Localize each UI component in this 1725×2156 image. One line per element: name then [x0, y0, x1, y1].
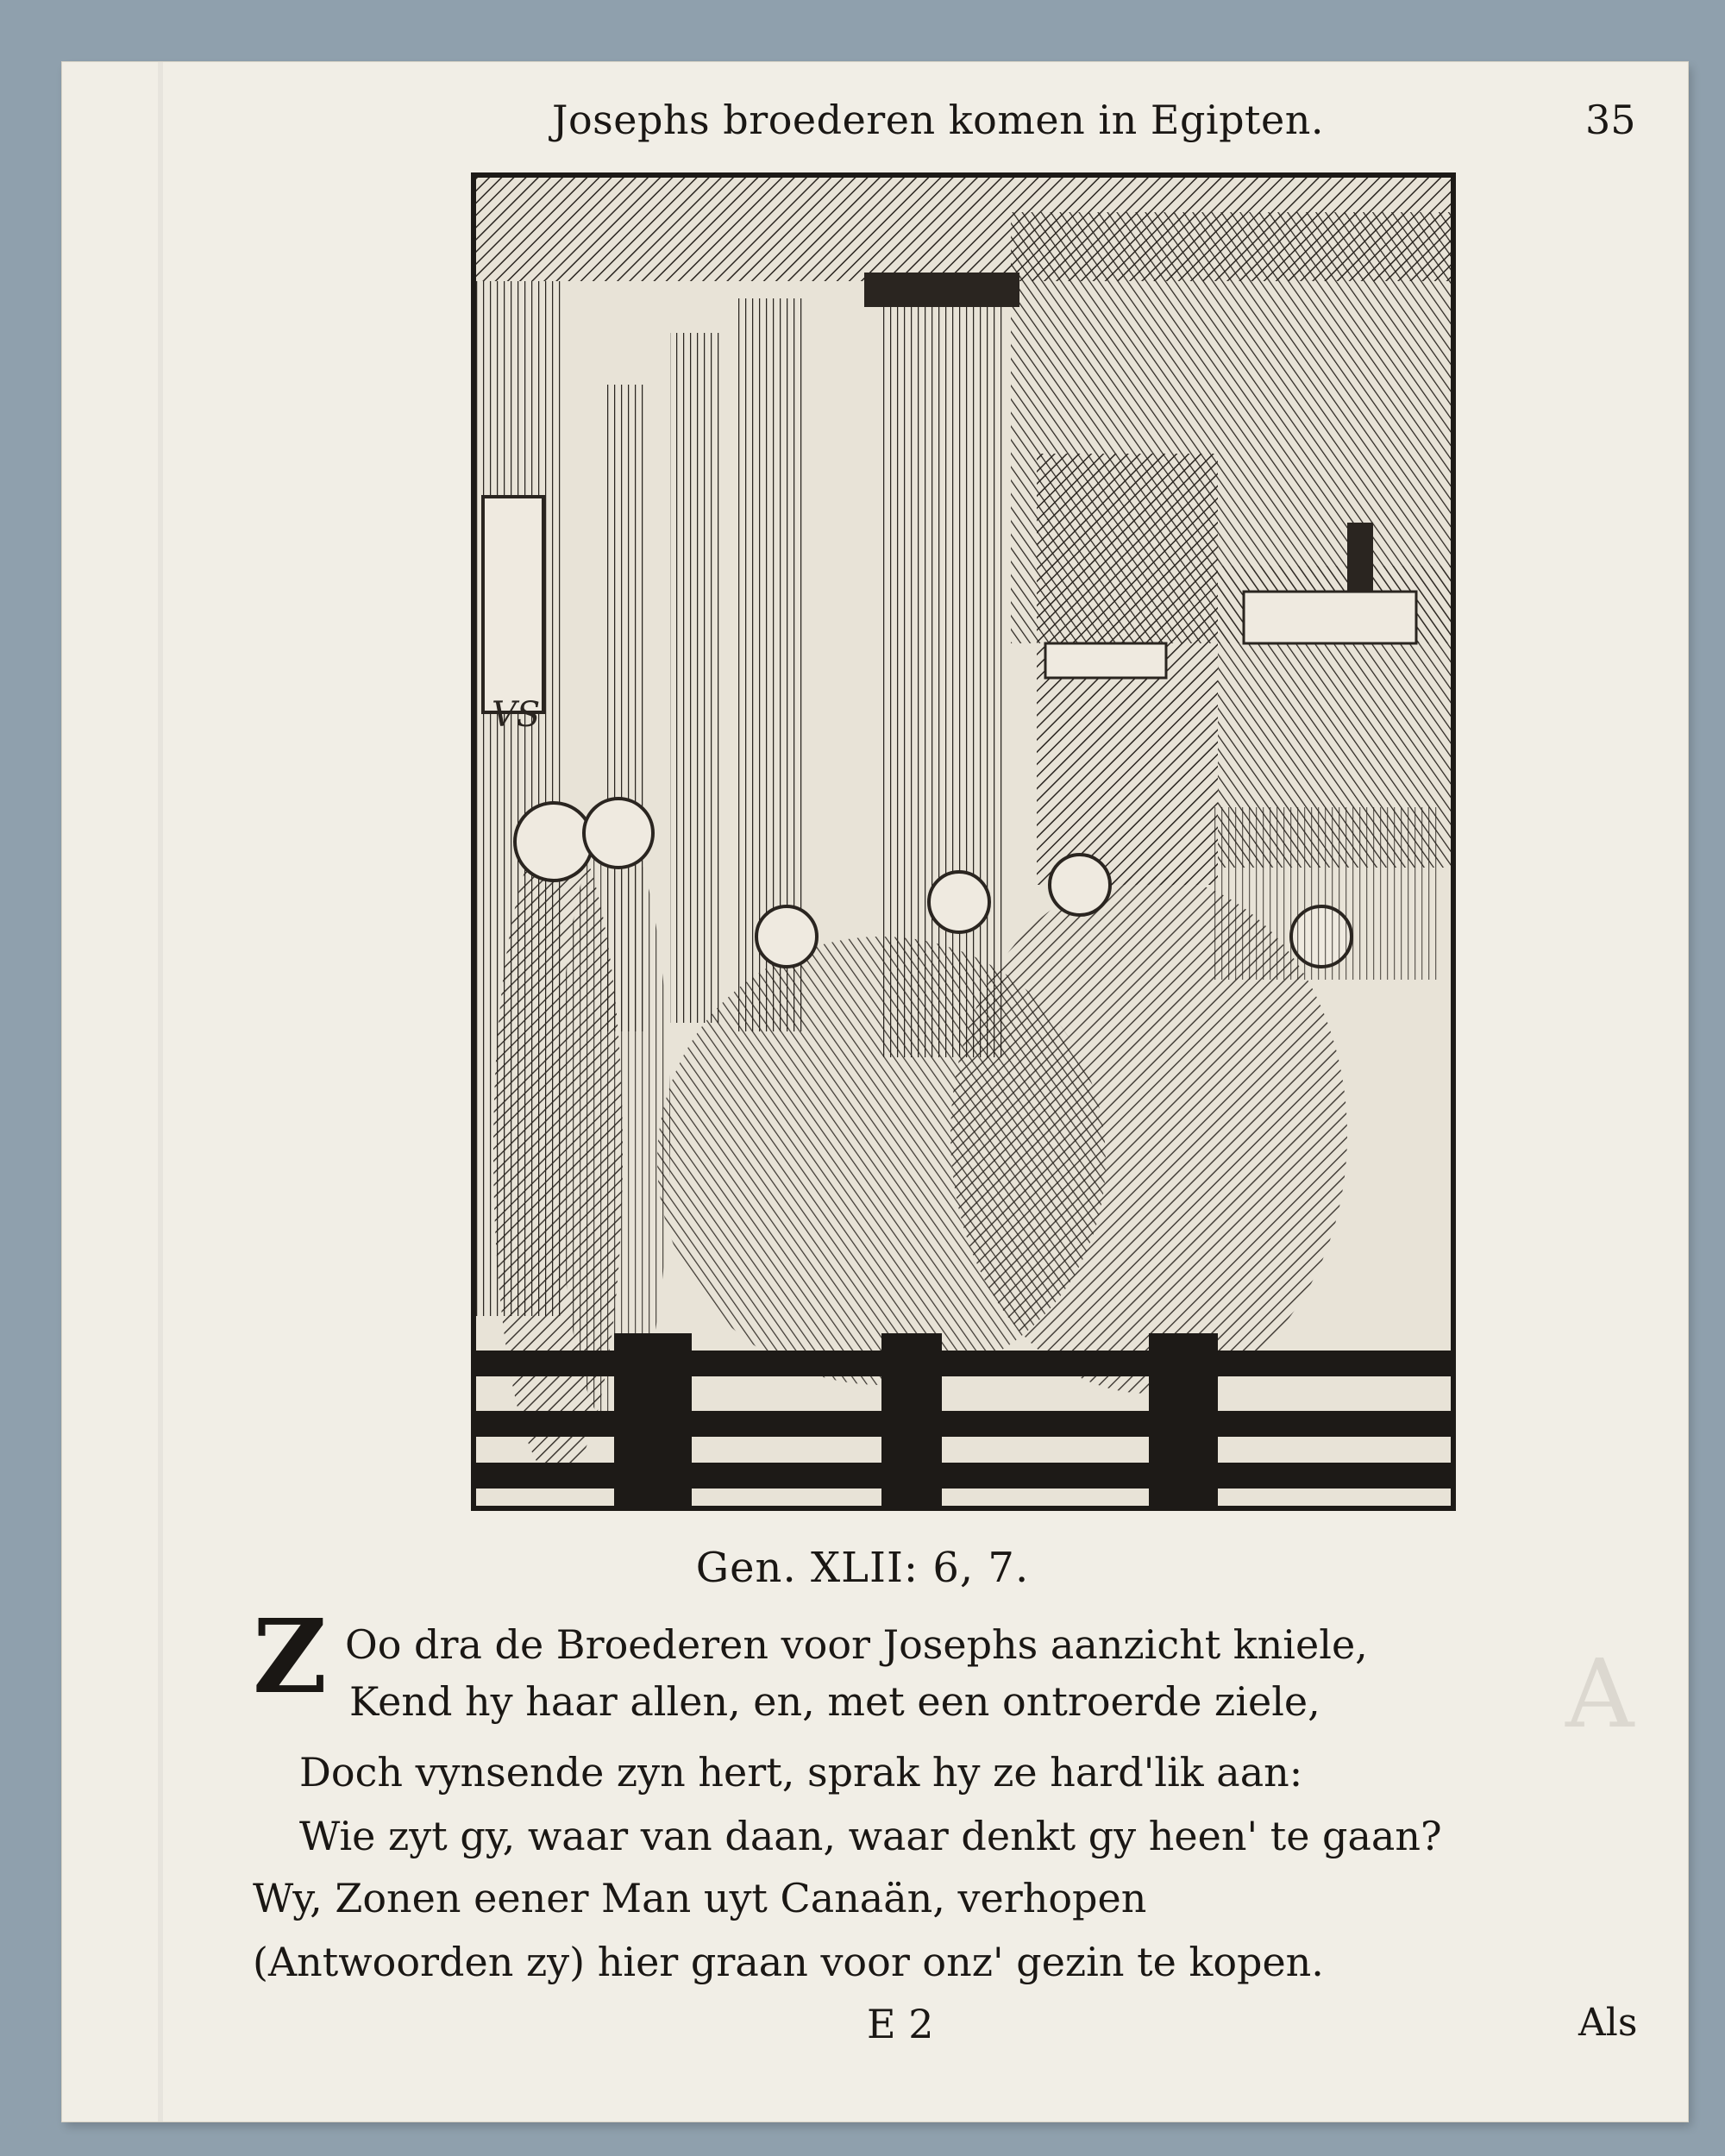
- catchword: Als: [1578, 2001, 1638, 2045]
- poem-line-2: Kend hy haar allen, en, met een ontroerde ziele,: [349, 1678, 1320, 1725]
- show-through-mark: A: [1565, 1639, 1634, 1749]
- woodcut-illustration: [471, 172, 1456, 1511]
- poem-line-3: Doch vynsende zyn hert, sprak hy ze hard'lik aan:: [299, 1749, 1303, 1796]
- page-edge-shadow: [158, 62, 163, 2122]
- artist-monogram: VS: [492, 695, 541, 735]
- poem-line-4: Wie zyt gy, waar van daan, waar denkt gy heen' te gaan?: [299, 1813, 1442, 1859]
- signature-mark: E 2: [867, 2001, 934, 2047]
- page-number: 35: [1585, 97, 1636, 143]
- poem-line-5: Wy, Zonen eener Man uyt Canaän, verhopen: [253, 1875, 1147, 1921]
- poem-line-6: (Antwoorden zy) hier graan voor onz' gezin te kopen.: [253, 1939, 1324, 1985]
- drop-cap: Z: [253, 1596, 328, 1716]
- running-head: Josephs broederen komen in Egipten.: [552, 97, 1325, 143]
- verse-reference: Gen. XLII: 6, 7.: [695, 1544, 1030, 1592]
- poem-line-1: Oo dra de Broederen voor Josephs aanzicht kniele,: [345, 1621, 1368, 1668]
- woodcut-image: [476, 178, 1451, 1506]
